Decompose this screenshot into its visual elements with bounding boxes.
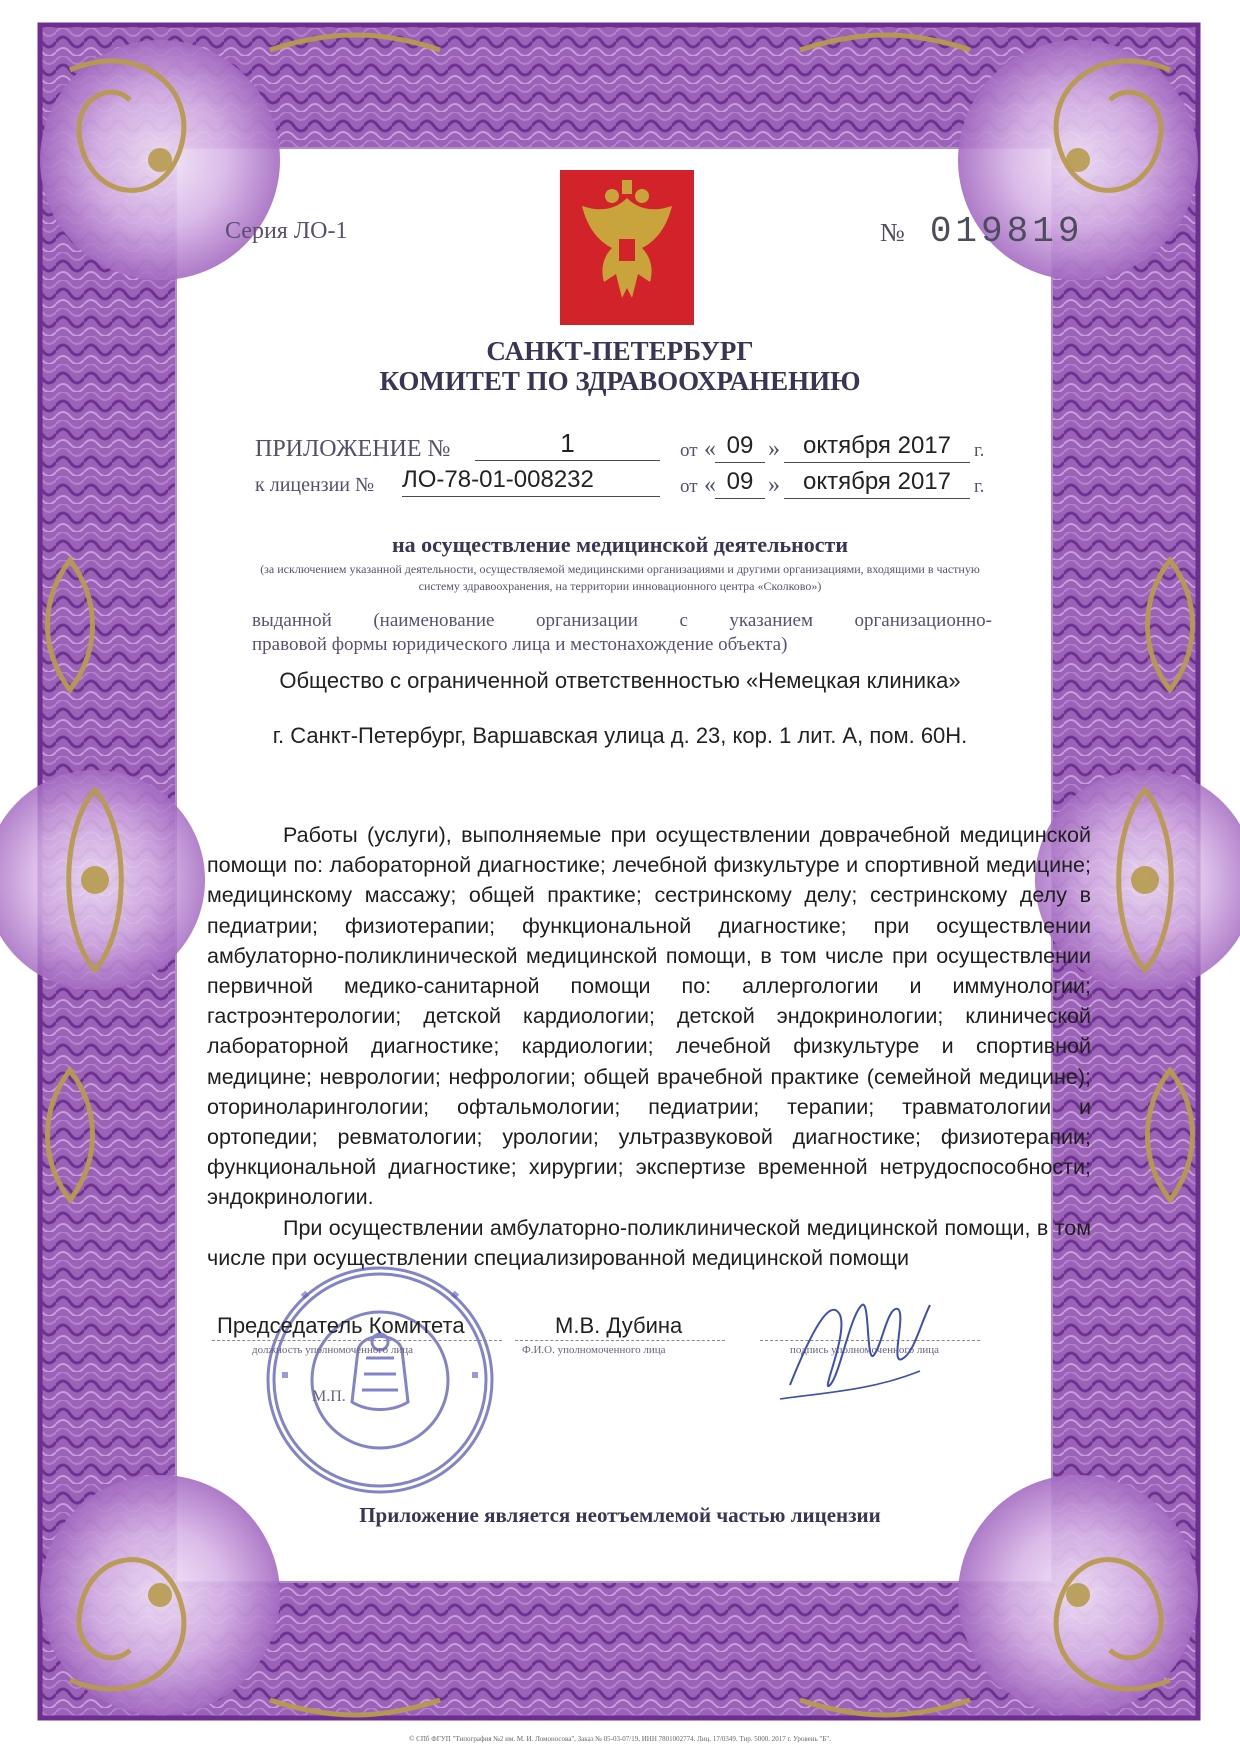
activity-exception-note: (за исключением указанной деятельности, осуществляемой медицинскими организациями и другими организациями, входящими в частную систему здравоохранения, на территории инновационного центра «Сколково») — [260, 562, 980, 593]
number-sign: № — [880, 218, 905, 247]
footer-note: Приложение является неотъемлемой частью лицензии — [359, 1503, 881, 1527]
license-month-year-field: октября 2017 — [784, 468, 970, 499]
signer-name: М.В. Дубина — [555, 1313, 683, 1338]
works-paragraph: Работы (услуги), выполняемые при осуществлении доврачебной медицинской помощи по: лабораторной диагностике; лечебной физкультуре и спортивной медицине; медицинскому массажу; общей практике; сестринскому делу; сестринскому делу в педиатрии; физиотерапии; функциональной диагностике; при осуществлении амбулаторно-поликлинической медицинской помощи, в том числе при осуществлении первичной медико-санитарной помощи по: аллергологии и иммунологии; гастроэнтерологии; детской кардиологии; детской эндокринологии; клинической лабораторной диагностике; кардиологии; лечебной физкультуре и спортивной медицине; неврологии; нефрологии; общей врачебной практике (семейной медицине); оториноларингологии; офтальмологии; педиатрии; терапии; травматологии и ортопедии; ревматологии; урологии; ультразвуковой диагностике; физиотерапии; функциональной диагностике; хирургии; экспертизе временной нетрудоспособности; эндокринологии. — [207, 823, 1091, 1210]
signer-name-line — [515, 1340, 725, 1341]
license-day-field: 09 — [715, 468, 765, 499]
activity-purpose: на осуществление медицинской деятельности — [391, 532, 849, 557]
license-label: к лицензии № — [255, 474, 375, 496]
license-year-suffix: г. — [974, 476, 985, 497]
appendix-day-field: 09 — [715, 432, 765, 463]
issued-to-caption-line1: выданной (наименование организации с указанием организационно- — [252, 610, 992, 631]
stamp-place-label: М.П. — [312, 1388, 346, 1405]
issued-to-caption-line2: правовой формы юридического лица и местонахождение объекта) — [252, 634, 788, 655]
appendix-quote-close: » — [768, 436, 780, 462]
document-number — [880, 208, 1083, 252]
signer-position: Председатель Комитета — [217, 1313, 465, 1338]
handwritten-signature — [770, 1275, 940, 1415]
number-value: 019819 — [929, 211, 1084, 252]
issuer-committee: КОМИТЕТ ПО ЗДРАВООХРАНЕНИЮ — [379, 366, 861, 396]
appendix-year-suffix: г. — [974, 440, 985, 461]
ambulatory-paragraph: При осуществлении амбулаторно-поликлинической медицинской помощи, в том числе при осуществлении специализированной медицинской помощи — [207, 1215, 1091, 1270]
signature-caption: подпись уполномоченного лица — [790, 1344, 939, 1356]
signer-position-caption: должность уполномоченного лица — [252, 1344, 414, 1356]
appendix-month-year-field: октября 2017 — [784, 432, 970, 463]
license-number-field: ЛО-78-01-008232 — [402, 466, 660, 497]
appendix-quote-open: « — [704, 436, 716, 462]
printer-imprint: © СПб ФГУП "Типография №2 им. М. И. Ломоносова", Заказ № 05-03-07/19, ИНН 7801002774. Лиц. 17/0349. Тир. 5000. 2017 г. Уровень "Б". — [409, 1735, 831, 1743]
organization-name: Общество с ограниченной ответственностью «Немецкая клиника» — [279, 668, 961, 693]
organization-address: г. Санкт-Петербург, Варшавская улица д. 23, кор. 1 лит. А, пом. 60Н. — [272, 723, 968, 748]
official-stamp — [262, 1262, 498, 1498]
signer-position-line — [212, 1340, 502, 1341]
appendix-label: ПРИЛОЖЕНИЕ № — [255, 436, 451, 462]
works-section — [207, 820, 1091, 1273]
license-quote-close: » — [768, 472, 780, 498]
license-quote-open: « — [704, 472, 716, 498]
issuer-city: САНКТ-ПЕТЕРБУРГ — [486, 336, 754, 366]
coat-of-arms-emblem — [560, 170, 694, 325]
license-date-from: от — [680, 476, 698, 497]
appendix-date-from: от — [680, 440, 698, 461]
signer-name-caption: Ф.И.О. уполномоченного лица — [522, 1344, 666, 1356]
appendix-number-field: 1 — [475, 428, 660, 461]
series-label: Серия ЛО-1 — [225, 218, 348, 244]
